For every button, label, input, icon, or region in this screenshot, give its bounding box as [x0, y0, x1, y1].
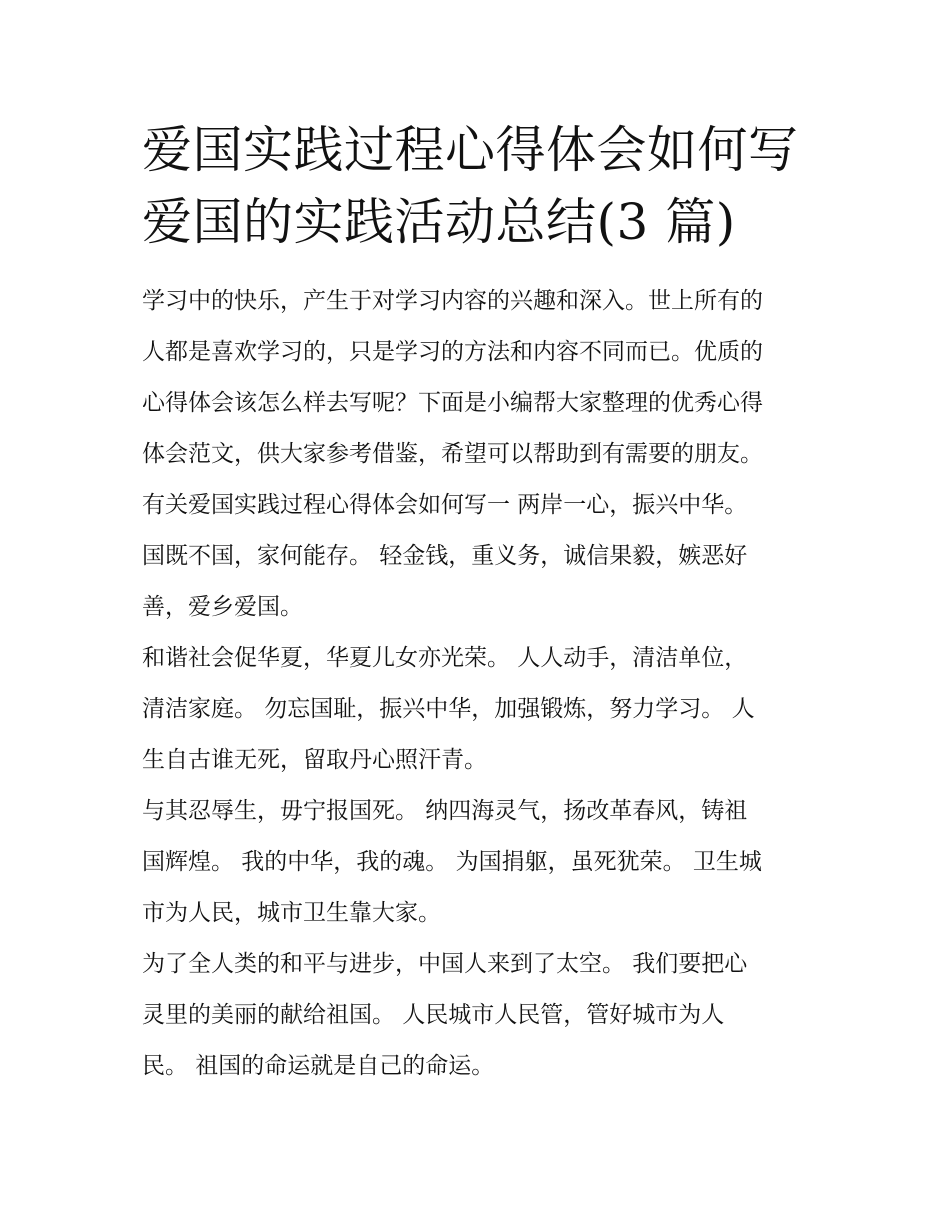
text-line: 体会范文，供大家参考借鉴，希望可以帮助到有需要的朋友。	[142, 441, 763, 467]
text-line: 心得体会该怎么样去写呢？下面是小编帮大家整理的优秀心得	[142, 390, 763, 416]
text-line: 与其忍辱生，毋宁报国死。 纳四海灵气，扬改革春风，铸祖	[142, 798, 748, 824]
text-line: 民。 祖国的命运就是自己的命运。	[142, 1053, 495, 1079]
document-title	[142, 114, 832, 258]
text-line: 人都是喜欢学习的，只是学习的方法和内容不同而已。优质的	[142, 339, 763, 365]
text-line: 灵里的美丽的献给祖国。 人民城市人民管，管好城市为人	[142, 1002, 725, 1028]
text-line: 为了全人类的和平与进步，中国人来到了太空。 我们要把心	[142, 951, 748, 977]
title-line-1: 爱国实践过程心得体会如何写	[142, 121, 799, 179]
text-line: 有关爱国实践过程心得体会如何写一 两岸一心，振兴中华。	[142, 492, 748, 518]
text-line: 市为人民，城市卫生靠大家。	[142, 900, 441, 926]
document-body	[142, 281, 822, 1097]
text-line: 学习中的快乐，产生于对学习内容的兴趣和深入。世上所有的	[142, 288, 763, 314]
text-line: 和谐社会促华夏，华夏儿女亦光荣。 人人动手，清洁单位，	[142, 645, 748, 671]
text-line: 生自古谁无死，留取丹心照汗青。	[142, 747, 487, 773]
text-line: 清洁家庭。 勿忘国耻，振兴中华，加强锻炼，努力学习。 人	[142, 696, 755, 722]
text-line: 善，爱乡爱国。	[142, 594, 303, 620]
text-line: 国辉煌。 我的中华，我的魂。 为国捐躯，虽死犹荣。 卫生城	[142, 849, 762, 875]
text-line: 国既不国，家何能存。 轻金钱，重义务，诚信果毅，嫉恶好	[142, 543, 748, 569]
title-line-2: 爱国的实践活动总结(3 篇)	[142, 193, 736, 251]
